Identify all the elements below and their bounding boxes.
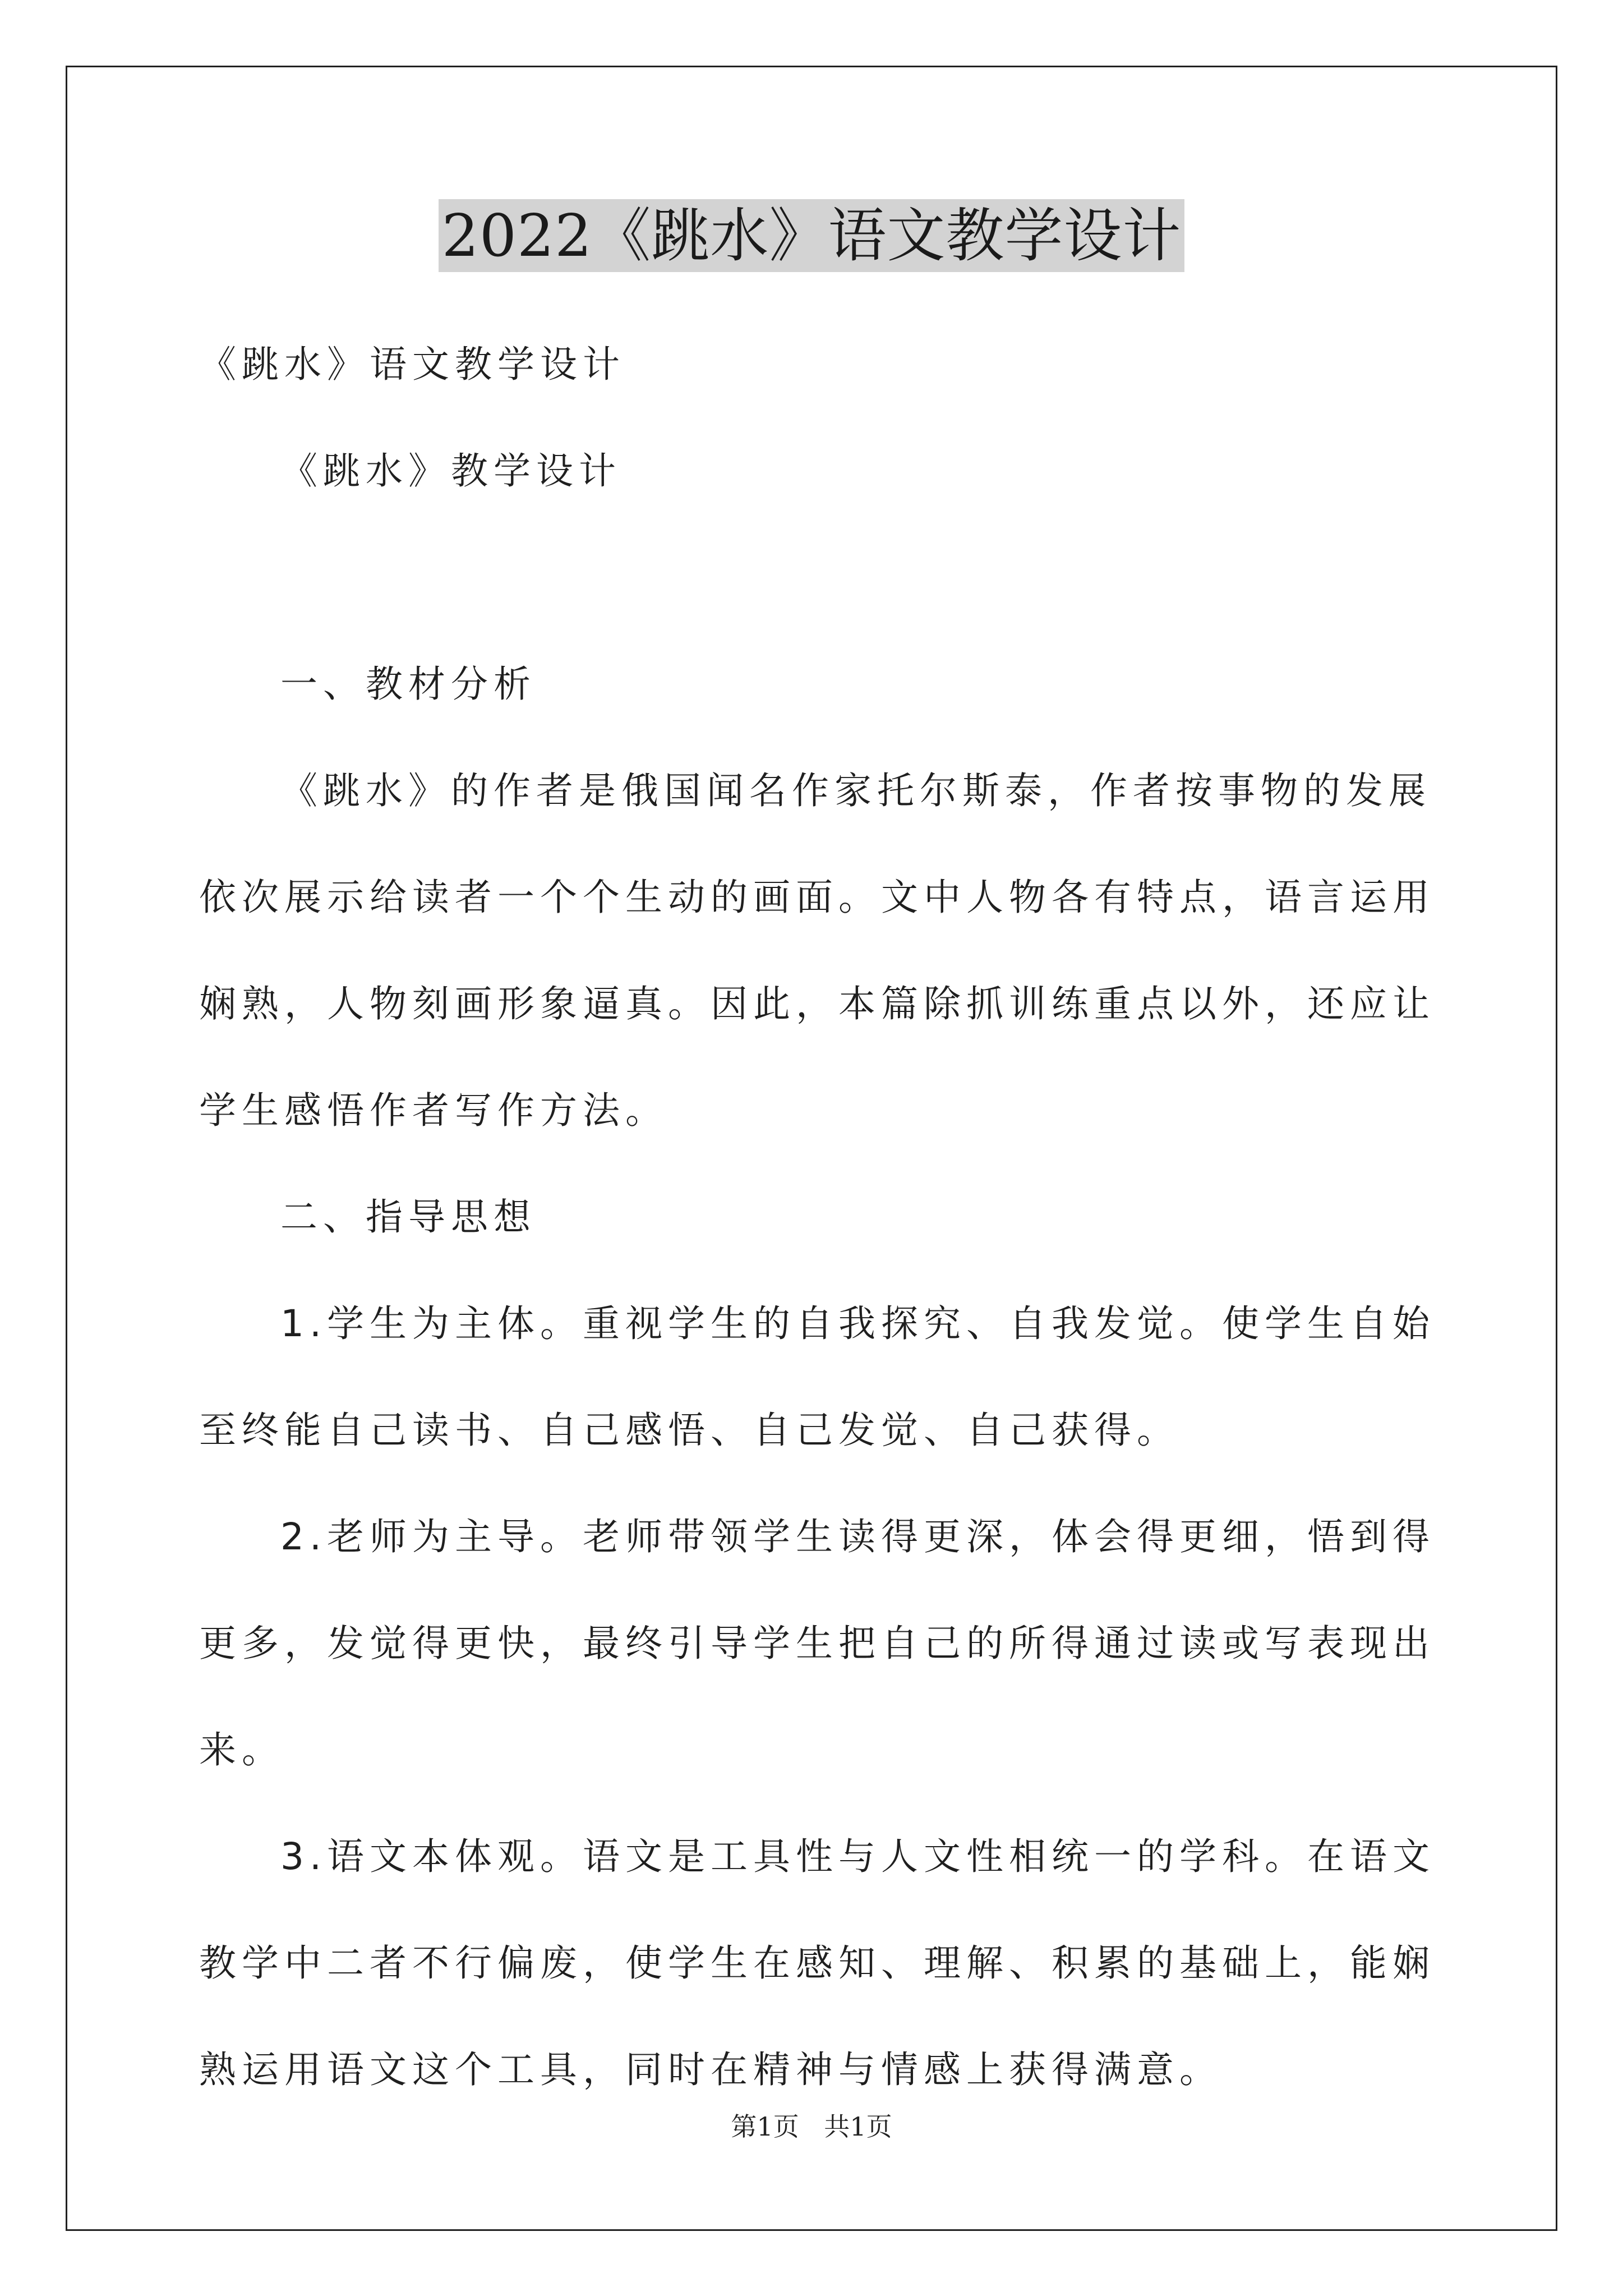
title-container xyxy=(0,199,1623,272)
page-footer: 第1页 共1页 xyxy=(731,2111,892,2142)
paragraph-point-2: 2.老师为主导。老师带领学生读得更深，体会得更细，悟到得更多，发觉得更快，最终引导学生把自己的所得通过读或写表现出来。 xyxy=(199,1515,1435,1772)
paragraph-point-1: 1.学生为主体。重视学生的自我探究、自我发觉。使学生自始至终能自己读书、自己感悟、自己发觉、自己获得。 xyxy=(199,1302,1435,1452)
paragraph-heading-1: 一、教材分析 xyxy=(280,662,536,706)
paragraph-heading-2: 二、指导思想 xyxy=(280,1195,536,1239)
document-title: 2022《跳水》语文教学设计 xyxy=(439,199,1185,272)
paragraph-section-heading: 《跳水》教学设计 xyxy=(280,449,621,493)
paragraph-point-3: 3.语文本体观。语文是工具性与人文性相统一的学科。在语文教学中二者不行偏废，使学生在感知、理解、积累的基础上，能娴熟运用语文这个工具，同时在精神与情感上获得满意。 xyxy=(199,1835,1435,2091)
paragraph-textbook-analysis: 《跳水》的作者是俄国闻名作家托尔斯泰，作者按事物的发展依次展示给读者一个个生动的画面。文中人物各有特点，语言运用娴熟，人物刻画形象逼真。因此，本篇除抓训练重点以外，还应让学生感悟作者写作方法。 xyxy=(199,769,1435,1132)
paragraph-subtitle: 《跳水》语文教学设计 xyxy=(199,343,625,386)
document-body xyxy=(199,311,1444,2123)
